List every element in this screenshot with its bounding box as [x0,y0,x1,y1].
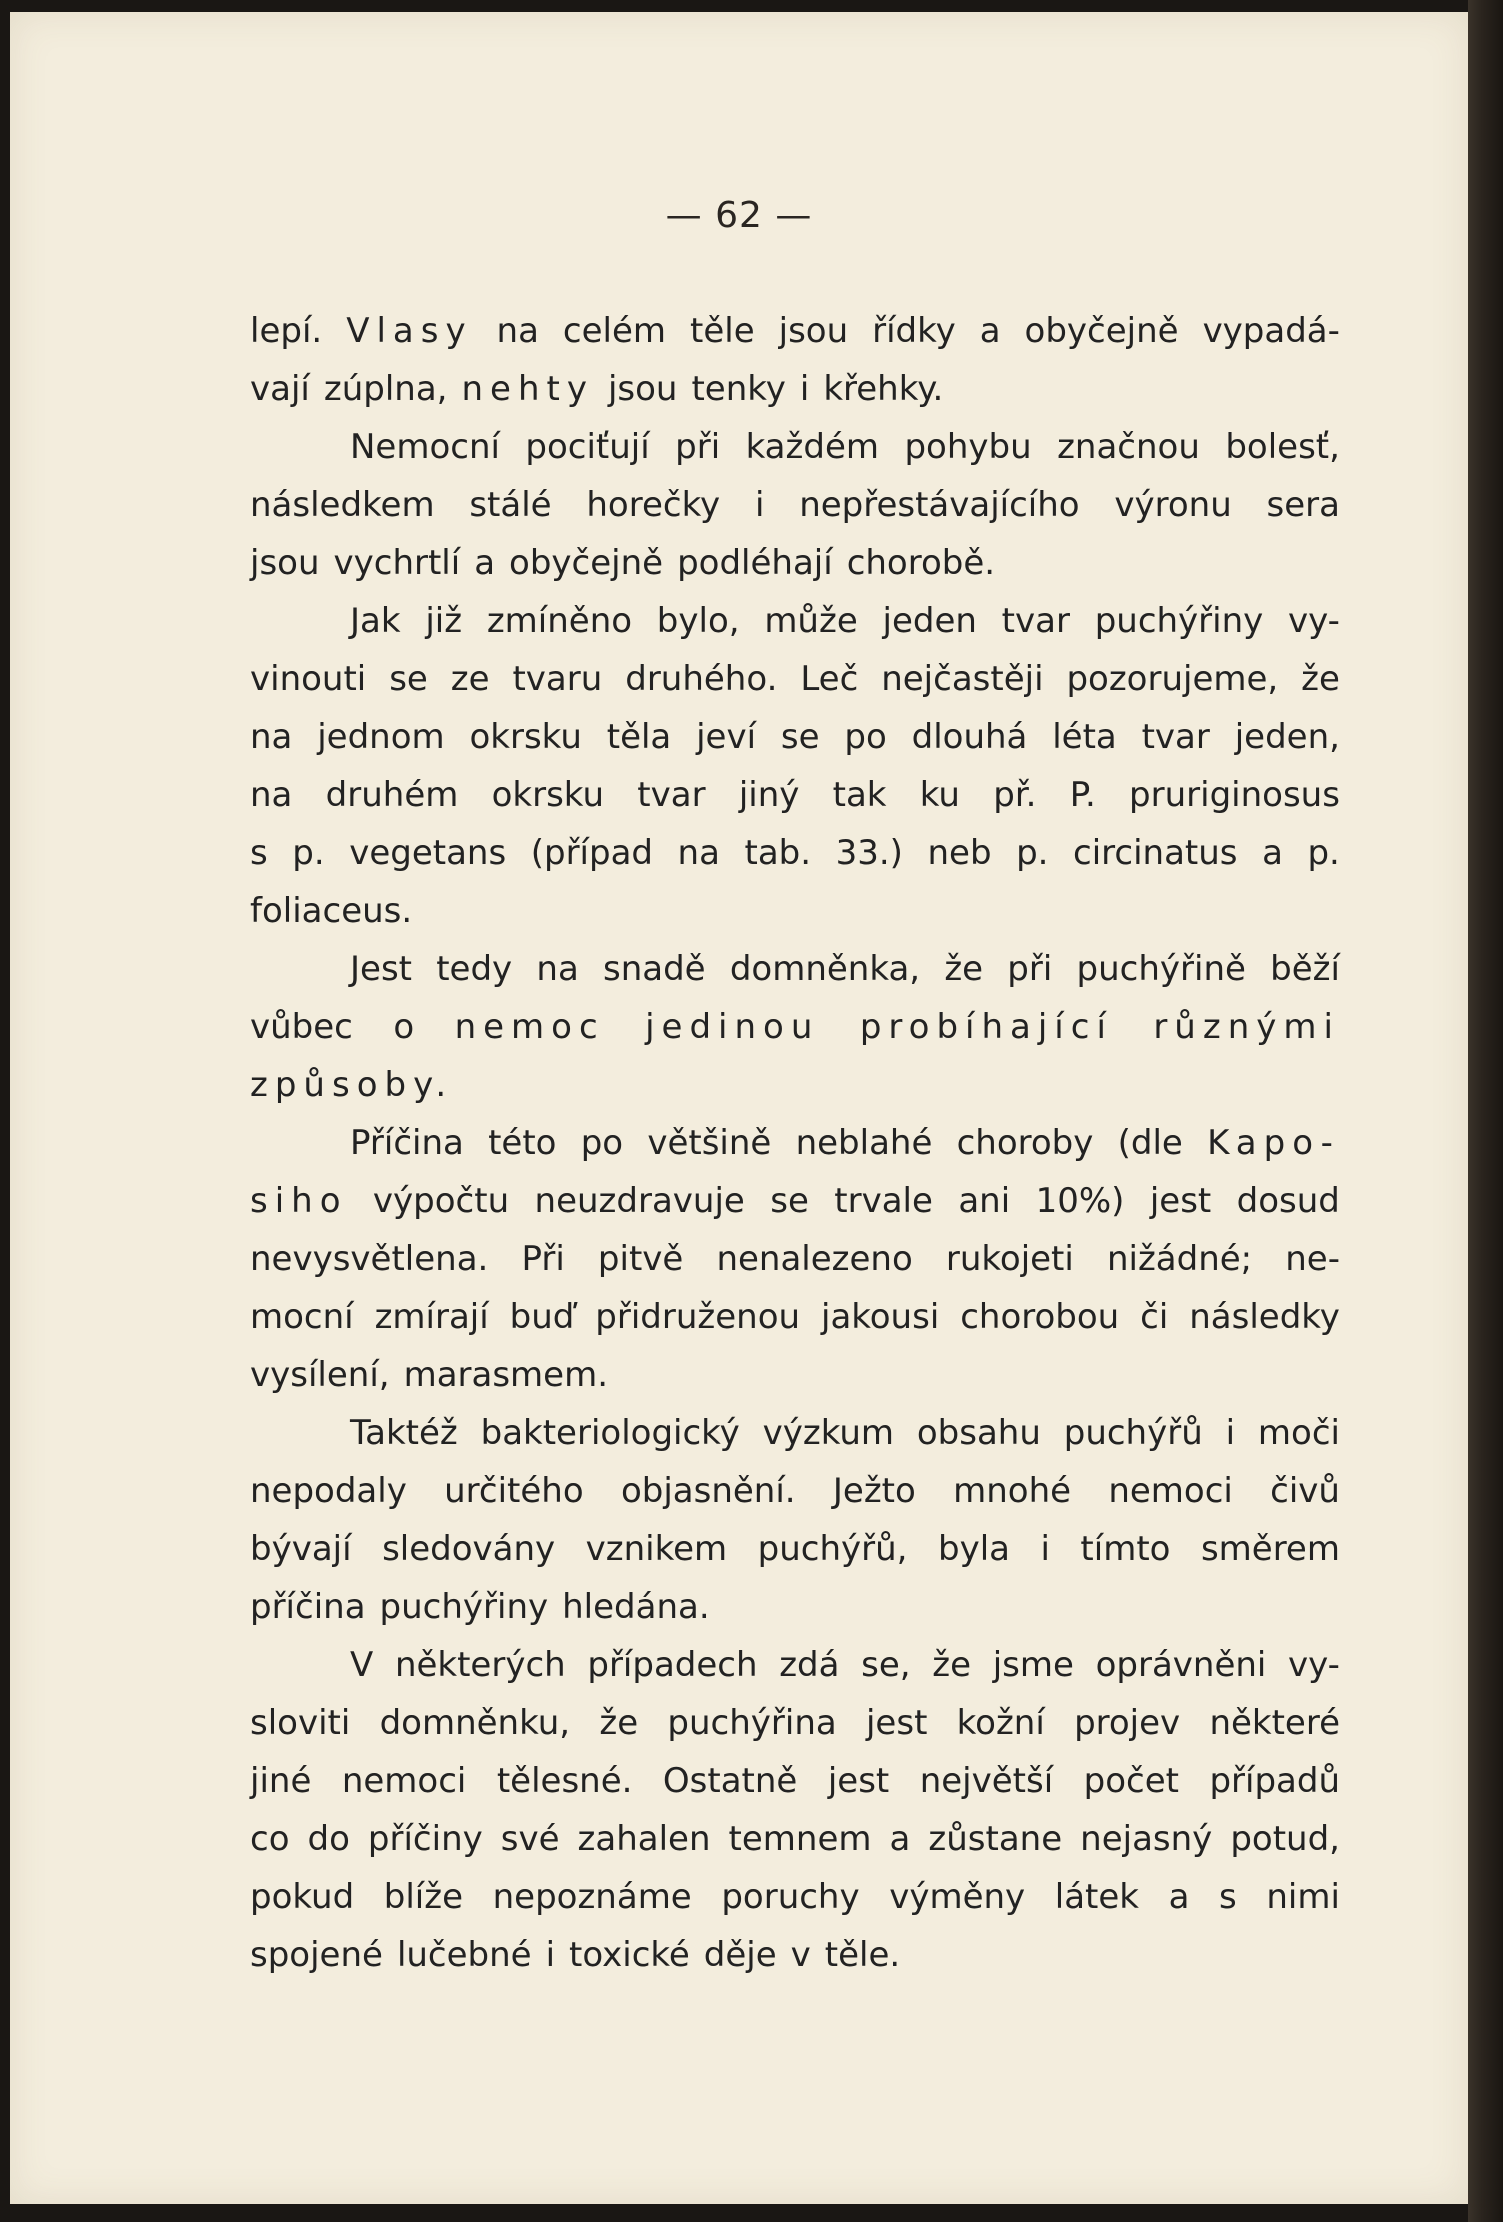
text-line: spojené lučebné i toxické děje v těle. [250,1935,901,1975]
text-line: na jednom okrsku těla jeví se po dlouhá léta tvar jeden, [250,717,1340,757]
text-line: lepí. Vlasy na celém těle jsou řídky a obyčejně vypadá- [250,311,1340,351]
text-line: nevysvětlena. Při pitvě nenalezeno rukojeti nižádné; ne- [250,1239,1340,1279]
text-line: následkem stálé horečky i nepřestávajícího výronu sera [250,485,1340,525]
text-line: foliaceus. [250,891,413,931]
text-line: příčina puchýřiny hledána. [250,1587,710,1627]
text-line: Jest tedy na snadě domněnka, že při puchýřině běží [350,949,1340,989]
text-line: mocní zmírají buď přidruženou jakousi chorobou či následky [250,1297,1340,1337]
book-page [10,12,1468,2204]
text-line: vinouti se ze tvaru druhého. Leč nejčastěji pozorujeme, že [250,659,1340,699]
text-line: Jak již zmíněno bylo, může jeden tvar puchýřiny vy- [350,601,1340,641]
book-binding-edge [1468,0,1503,2222]
text-line: Taktéž bakteriologický výzkum obsahu puchýřů i moči [350,1413,1340,1453]
text-line: co do příčiny své zahalen temnem a zůstane nejasný potud, [250,1819,1340,1859]
text-line: vají zúplna, nehty jsou tenky i křehky. [250,369,944,409]
page-number: — 62 — [665,195,813,236]
text-line: V některých případech zdá se, že jsme oprávněni vy- [350,1645,1340,1685]
text-line: siho výpočtu neuzdravuje se trvale ani 10%) jest dosud [250,1181,1340,1221]
text-line: způsoby. [250,1065,454,1105]
text-line: s p. vegetans (případ na tab. 33.) neb p. circinatus a p. [250,833,1340,873]
text-line: pokud blíže nepoznáme poruchy výměny látek a s nimi [250,1877,1340,1917]
text-line: vůbec o nemoc jedinou probíhající různými [250,1007,1340,1047]
text-line: na druhém okrsku tvar jiný tak ku př. P. pruriginosus [250,775,1340,815]
text-line: bývají sledovány vznikem puchýřů, byla i tímto směrem [250,1529,1340,1569]
text-line: vysílení, marasmem. [250,1355,609,1395]
text-line: jiné nemoci tělesné. Ostatně jest největší počet případů [250,1761,1340,1801]
text-line: nepodaly určitého objasnění. Ježto mnohé nemoci čivů [250,1471,1340,1511]
text-line: sloviti domněnku, že puchýřina jest kožní projev některé [250,1703,1340,1743]
text-line: Příčina této po většině neblahé choroby (dle Kapo- [350,1123,1340,1163]
text-line: Nemocní pociťují při každém pohybu značnou bolesť, [350,427,1340,467]
text-line: jsou vychrtlí a obyčejně podléhají chorobě. [250,543,996,583]
body-text [250,302,1340,1984]
